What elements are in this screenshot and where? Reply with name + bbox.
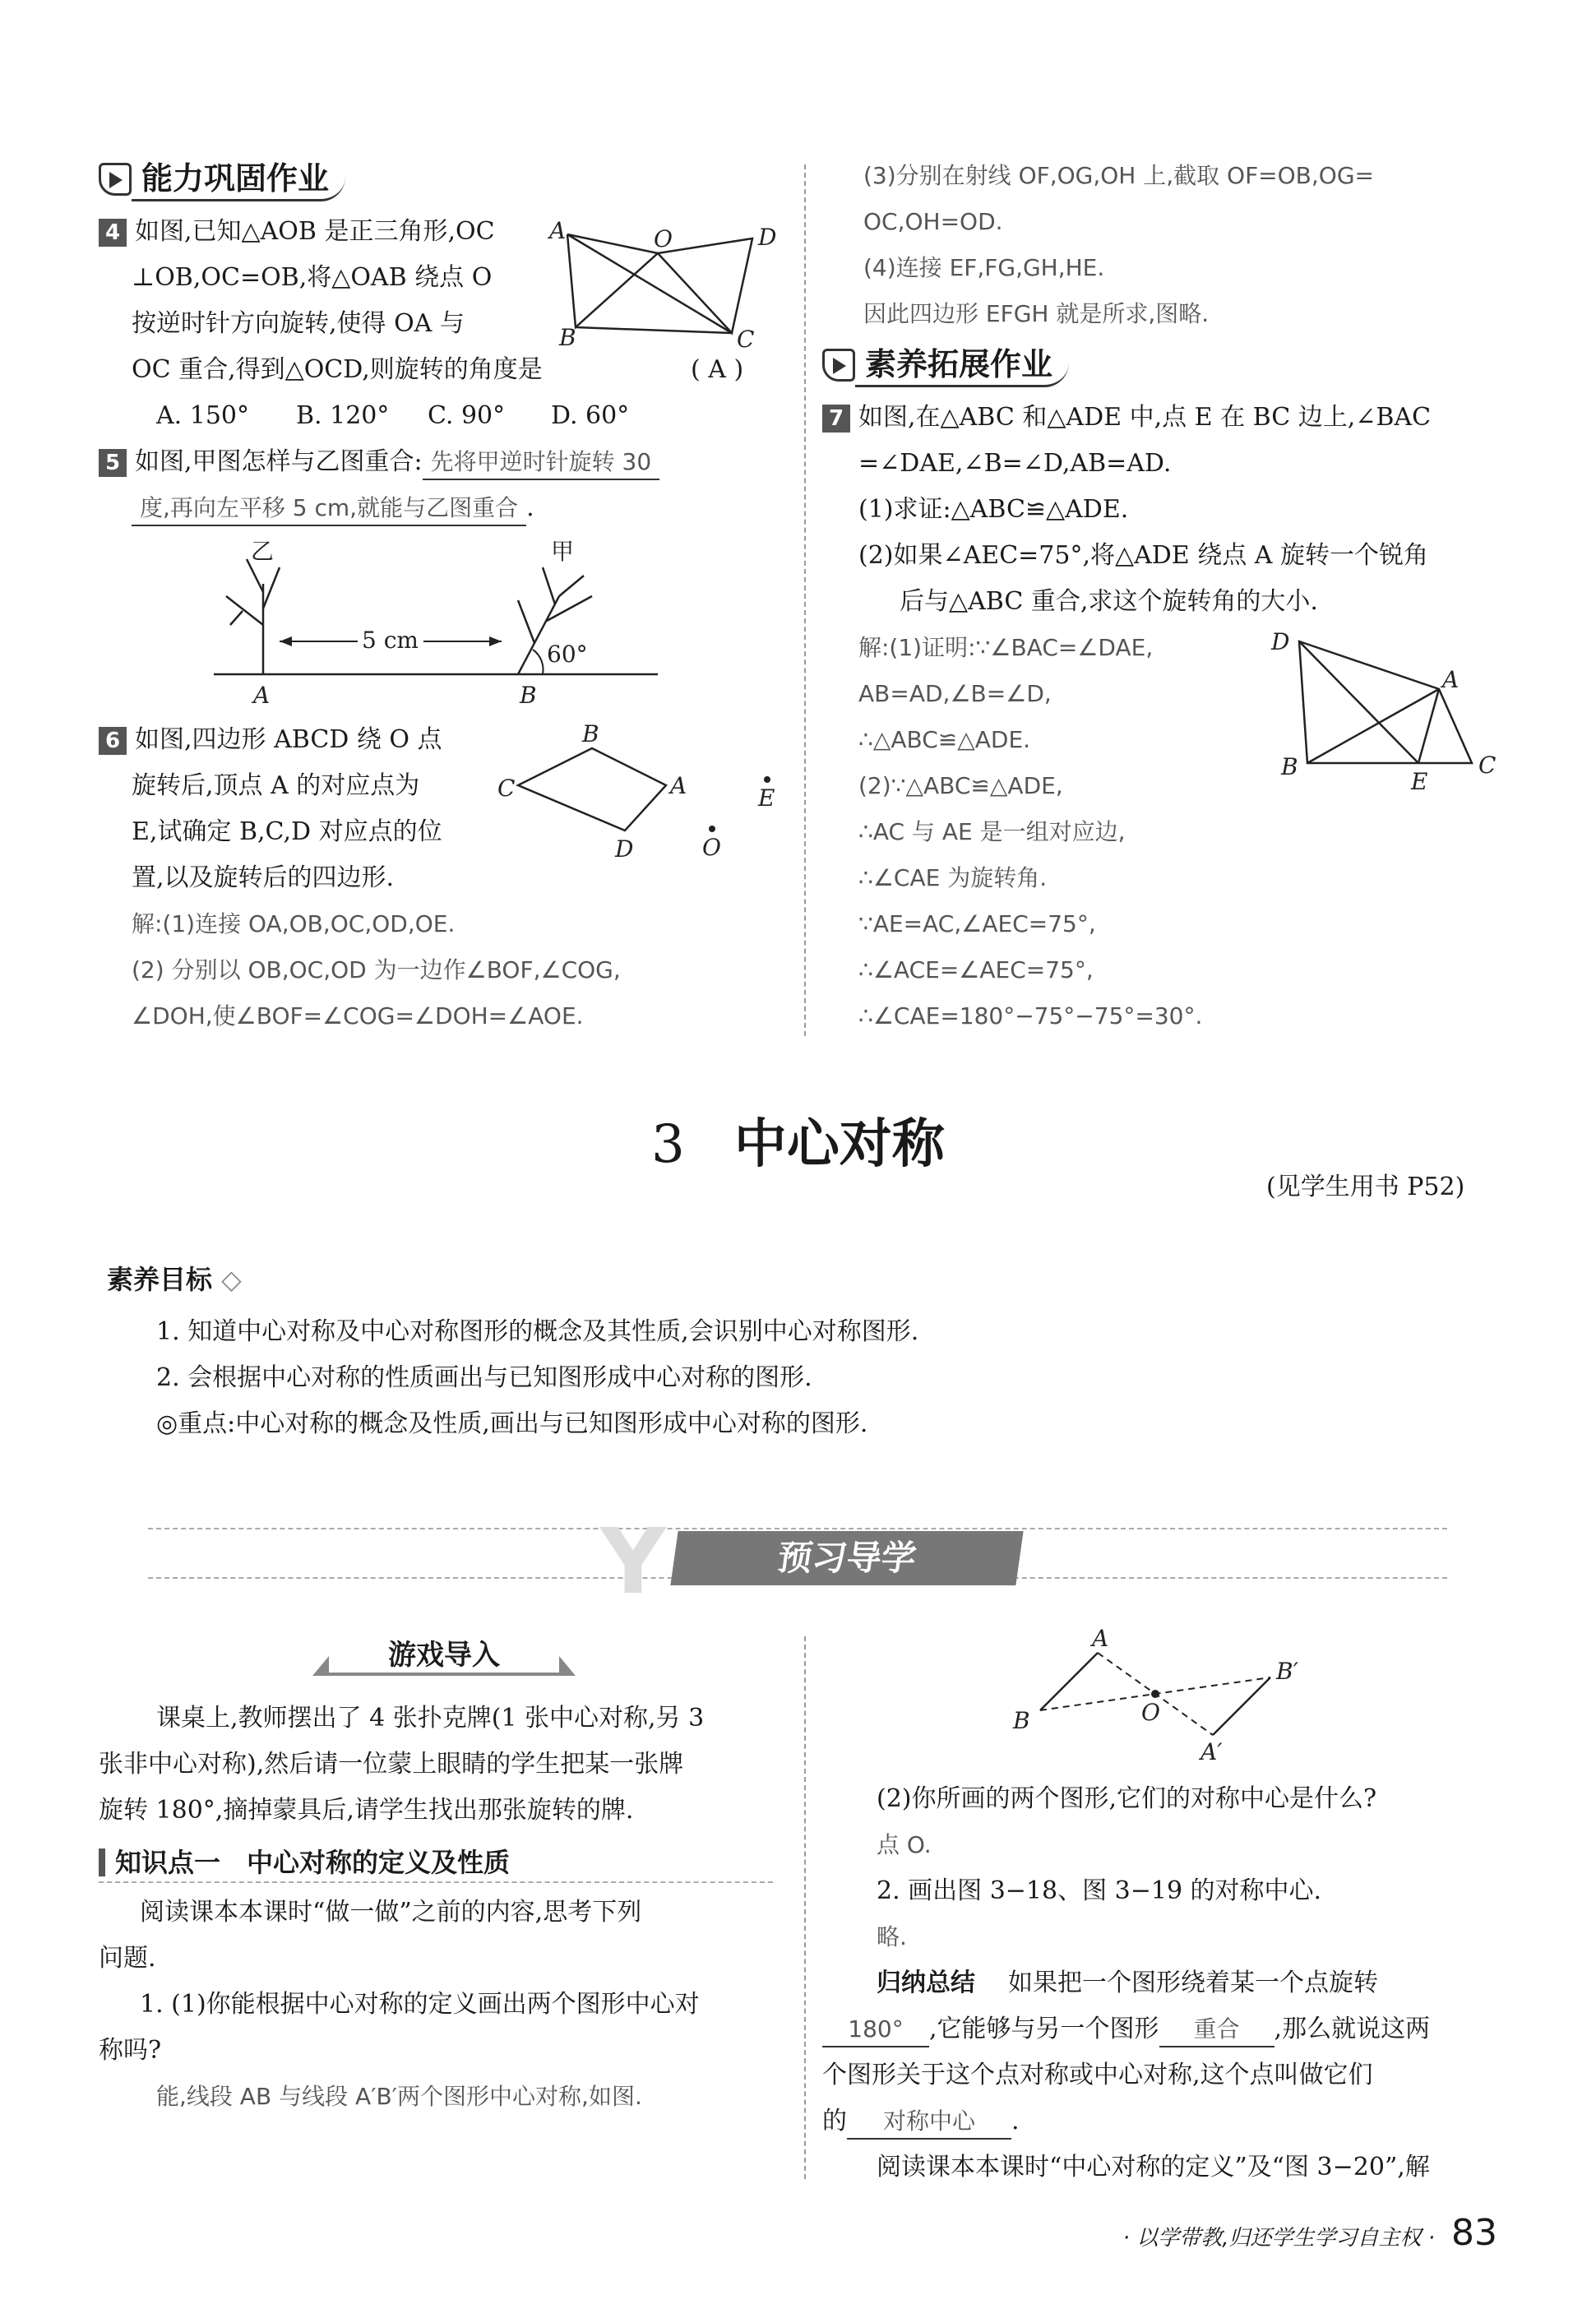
question-4-option-d: D. 60° xyxy=(551,401,630,430)
question-6-line-3: E,试确定 B,C,D 对应点的位 xyxy=(132,817,442,846)
figure-central-symmetry xyxy=(1003,1628,1332,1768)
q1-answer: 能,线段 AB 与线段 A′B′两个图形中心对称,如图. xyxy=(156,2083,642,2110)
figure-q4 xyxy=(543,214,789,354)
fig-label: A xyxy=(670,772,687,799)
fig-label: C xyxy=(1478,752,1497,779)
chapter-title: 中心对称 xyxy=(733,1114,945,1175)
section-header-extend xyxy=(822,342,1069,388)
goals-title: 素养目标 ◇ xyxy=(107,1264,242,1295)
question-5-answer-2: 度,再向左平移 5 cm,就能与乙图重合 xyxy=(132,492,526,526)
figure-q6 xyxy=(493,724,789,872)
question-4-answer: ( A ) xyxy=(691,355,744,384)
fig-label: E xyxy=(1411,768,1428,795)
question-7-line-3: (1)求证:△ABC≌△ADE. xyxy=(858,495,1129,524)
fig-label: 5 cm xyxy=(362,627,419,654)
fig-label: B′ xyxy=(1276,1658,1298,1685)
fig-label: A xyxy=(1092,1628,1109,1652)
fig-label: 60° xyxy=(547,641,588,668)
question-number: 4 xyxy=(99,219,127,247)
summary-line-3: 个图形关于这个点对称或中心对称,这个点叫做它们 xyxy=(822,2061,1373,2089)
game-intro-title: 游戏导入 xyxy=(329,1635,559,1676)
section-header-ability xyxy=(99,156,345,202)
q3-text: 2. 画出图 3−18、图 3−19 的对称中心. xyxy=(877,1876,1322,1905)
q2-text: (2)你所画的两个图形,它们的对称中心是什么? xyxy=(877,1784,1377,1813)
fig-label: D xyxy=(1271,628,1290,655)
question-7-line-2: =∠DAE,∠B=∠D,AB=AD. xyxy=(858,449,1172,478)
question-5-line-1: 5 如图,甲图怎样与乙图重合: 先将甲逆时针旋转 30 xyxy=(99,446,659,480)
blank-3: 对称中心 xyxy=(847,2105,1011,2140)
goal-item-key: ◎重点:中心对称的概念及性质,画出与已知图形成中心对称的图形. xyxy=(156,1409,868,1438)
fig-label: C xyxy=(737,326,755,353)
solution-cont-4: 因此四边形 EFGH 就是所求,图略. xyxy=(863,300,1210,327)
question-7-line-4: (2)如果∠AEC=75°,将△ADE 绕点 A 旋转一个锐角 xyxy=(858,541,1428,570)
question-7-solution-1: 解:(1)证明:∵∠BAC=∠DAE, xyxy=(858,634,1154,661)
summary-line-2: 180° ,它能够与另一个图形 重合 ,那么就说这两 xyxy=(822,2013,1430,2047)
arrow-icon xyxy=(99,163,132,196)
goal-item-2: 2. 会根据中心对称的性质画出与已知图形成中心对称的图形. xyxy=(156,1363,812,1392)
question-7-solution-3: ∴△ABC≌△ADE. xyxy=(858,726,1031,753)
question-6-solution-2: (2) 分别以 OB,OC,OD 为一边作∠BOF,∠COG, xyxy=(132,956,621,983)
question-4-line-4: OC 重合,得到△OCD,则旋转的角度是 xyxy=(132,355,543,384)
q3-answer: 略. xyxy=(877,1923,907,1950)
question-4-line-3: 按逆时针方向旋转,使得 OA 与 xyxy=(132,309,465,338)
q1-text-1: 1. (1)你能根据中心对称的定义画出两个图形中心对 xyxy=(140,1990,700,2019)
question-4-option-b: B. 120° xyxy=(296,401,390,430)
fig-label: O xyxy=(702,834,721,861)
blank-1: 180° xyxy=(822,2013,929,2047)
fig-label: A xyxy=(549,217,567,244)
fig-label: E xyxy=(758,784,775,812)
fig-label: A xyxy=(253,682,271,709)
blank-2: 重合 xyxy=(1159,2013,1274,2047)
fig-label: D xyxy=(615,835,634,863)
banner-rule-top xyxy=(148,1528,1447,1529)
preview-banner: 预习导学 xyxy=(670,1531,1023,1585)
diamond-icon: ◇ xyxy=(221,1264,242,1295)
banner-decoration: Y xyxy=(600,1509,666,1614)
game-text-3: 旋转 180°,摘掉蒙具后,请学生找出那张旋转的牌. xyxy=(99,1796,634,1825)
section-title: 能力巩固作业 xyxy=(132,158,345,201)
footer-slogan: · 以学带教,归还学生学习自主权 · xyxy=(1122,2226,1435,2251)
section-title: 素养拓展作业 xyxy=(855,344,1069,387)
q1-text-2: 称吗? xyxy=(99,2036,162,2065)
summary-line-1: 归纳总结 如果把一个图形绕着某一个点旋转 xyxy=(877,1969,1378,1997)
figure-q5 xyxy=(197,534,691,724)
column-divider-bottom xyxy=(804,1636,806,2179)
solution-cont-3: (4)连接 EF,FG,GH,HE. xyxy=(863,254,1105,281)
fig-label: B xyxy=(1013,1707,1030,1734)
question-6-solution-1: 解:(1)连接 OA,OB,OC,OD,OE. xyxy=(132,910,456,937)
fig-label: O xyxy=(1141,1699,1160,1726)
question-4-line-1: 4 如图,已知△AOB 是正三角形,OC xyxy=(99,215,495,248)
chapter-reference: (见学生用书 P52) xyxy=(1266,1173,1465,1201)
read-text-1: 阅读课本本课时“做一做”之前的内容,思考下列 xyxy=(140,1898,642,1927)
fig-label: A xyxy=(1442,666,1460,693)
solution-cont-1: (3)分别在射线 OF,OG,OH 上,截取 OF=OB,OG= xyxy=(863,162,1374,189)
question-7-solution-9: ∴∠CAE=180°−75°−75°=30°. xyxy=(858,1002,1203,1029)
question-5-line-2: 度,再向左平移 5 cm,就能与乙图重合 . xyxy=(132,492,534,526)
fig-label: D xyxy=(758,224,777,251)
fig-label: A′ xyxy=(1200,1738,1223,1765)
fig-label: B xyxy=(1281,753,1298,780)
fig-label: B xyxy=(559,324,576,351)
question-7-line-5: 后与△ABC 重合,求这个旋转角的大小. xyxy=(900,587,1318,616)
fig-label: C xyxy=(497,775,516,802)
question-6-line-1: 6 如图,四边形 ABCD 绕 O 点 xyxy=(99,724,442,756)
chapter-number: 3 xyxy=(651,1114,685,1175)
question-5-answer-1: 先将甲逆时针旋转 30 xyxy=(423,446,660,480)
game-text-2: 张非中心对称),然后请一位蒙上眼睛的学生把某一张牌 xyxy=(99,1750,684,1779)
question-7-solution-6: ∴∠CAE 为旋转角. xyxy=(858,864,1048,891)
solution-cont-2: OC,OH=OD. xyxy=(863,208,1003,235)
question-7-solution-4: (2)∵△ABC≌△ADE, xyxy=(858,772,1063,799)
page-number: 83 xyxy=(1451,2212,1497,2254)
question-4-line-2: ⊥OB,OC=OB,将△OAB 绕点 O xyxy=(132,263,493,292)
knowledge-point-title: 知识点一 中心对称的定义及性质 xyxy=(99,1842,773,1883)
fig-label: 甲 xyxy=(551,538,575,565)
read-text-2: 问题. xyxy=(99,1944,156,1973)
read-more-text: 阅读课本本课时“中心对称的定义”及“图 3−20”,解 xyxy=(877,2153,1430,2182)
fig-label: B xyxy=(520,682,537,709)
goal-item-1: 1. 知道中心对称及中心对称图形的概念及其性质,会识别中心对称图形. xyxy=(156,1317,919,1346)
page-footer xyxy=(1123,2212,1497,2254)
question-6-line-2: 旋转后,顶点 A 的对应点为 xyxy=(132,771,420,800)
question-7-solution-5: ∴AC 与 AE 是一组对应边, xyxy=(858,818,1126,845)
question-7-solution-7: ∵AE=AC,∠AEC=75°, xyxy=(858,910,1096,937)
question-6-line-4: 置,以及旋转后的四边形. xyxy=(132,863,395,892)
question-4-option-c: C. 90° xyxy=(428,401,506,430)
q2-answer: 点 O. xyxy=(877,1831,932,1858)
fig-label: 乙 xyxy=(251,538,275,565)
fig-label: O xyxy=(654,225,673,252)
column-divider xyxy=(804,164,806,1036)
question-7-solution-8: ∴∠ACE=∠AEC=75°, xyxy=(858,956,1094,983)
chapter-heading xyxy=(0,1102,1596,1178)
question-7-solution-2: AB=AD,∠B=∠D, xyxy=(858,680,1052,707)
question-7-line-1: 7 如图,在△ABC 和△ADE 中,点 E 在 BC 边上,∠BAC xyxy=(822,401,1431,434)
question-4-option-a: A. 150° xyxy=(156,401,249,430)
figure-q7 xyxy=(1266,625,1546,806)
question-6-solution-3: ∠DOH,使∠BOF=∠COG=∠DOH=∠AOE. xyxy=(132,1002,584,1029)
summary-line-4: 的 对称中心 . xyxy=(822,2105,1020,2140)
summary-label: 归纳总结 xyxy=(877,1969,975,1997)
arrow-icon xyxy=(822,349,855,382)
game-text-1: 课桌上,教师摆出了 4 张扑克牌(1 张中心对称,另 3 xyxy=(156,1704,705,1733)
fig-label: B xyxy=(582,724,599,747)
